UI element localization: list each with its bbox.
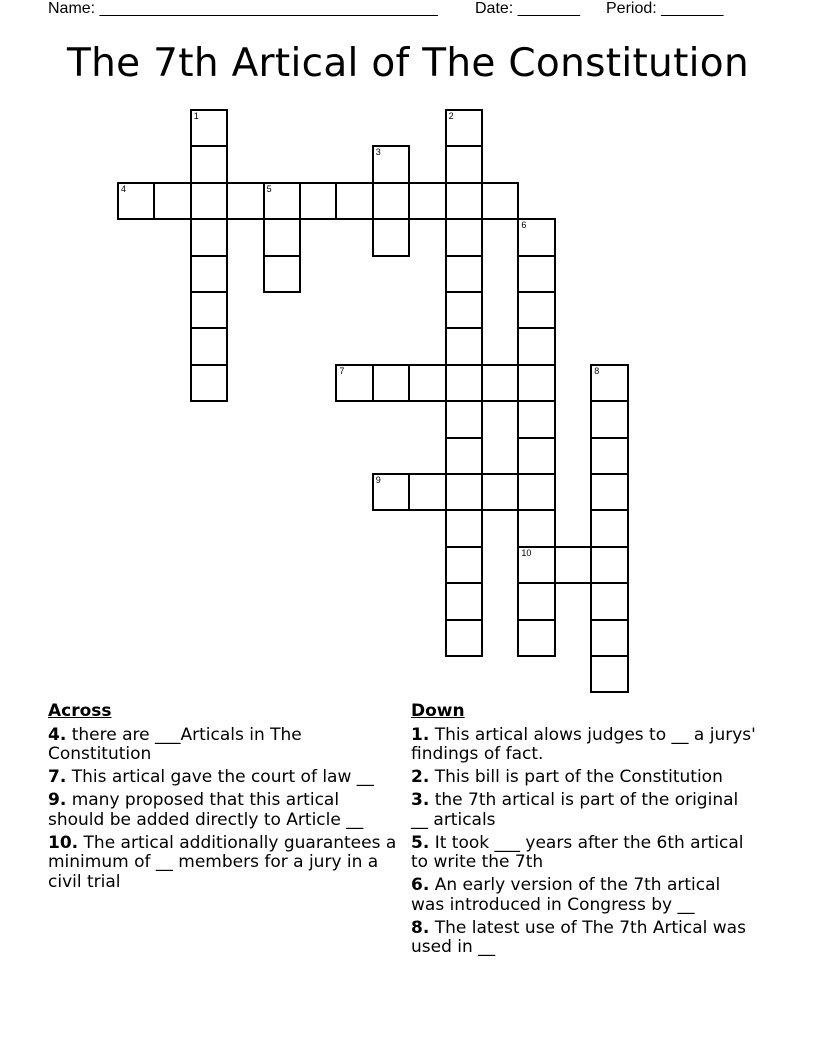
crossword-cell[interactable]	[517, 400, 555, 438]
cell-number: 10	[521, 547, 532, 558]
crossword-cell[interactable]	[190, 218, 228, 256]
clue-text: the 7th artical is part of the original __ articals	[411, 790, 739, 830]
down-clue	[411, 791, 756, 830]
crossword-cell[interactable]	[190, 145, 228, 183]
crossword-cell[interactable]	[517, 473, 555, 511]
crossword-cell[interactable]	[445, 582, 483, 620]
clue-number: 8.	[411, 917, 430, 938]
crossword-cell[interactable]	[408, 364, 446, 402]
crossword-cell[interactable]	[190, 364, 228, 402]
clue-number: 6.	[411, 875, 430, 895]
down-clues	[411, 702, 756, 961]
crossword-cell[interactable]	[554, 546, 592, 584]
crossword-cell[interactable]	[517, 437, 555, 475]
across-clue	[48, 791, 400, 830]
crossword-cell[interactable]	[590, 473, 628, 511]
crossword-cell[interactable]	[299, 182, 337, 220]
clue-number: 4.	[48, 724, 67, 745]
crossword-cell[interactable]	[481, 182, 519, 220]
crossword-cell[interactable]	[408, 182, 446, 220]
crossword-cell[interactable]	[190, 327, 228, 365]
crossword-cell[interactable]	[517, 582, 555, 620]
crossword-cell[interactable]	[590, 546, 628, 584]
cell-number: 8	[594, 365, 600, 376]
period-field-label: Period: _______	[606, 0, 724, 17]
clue-number: 1.	[411, 724, 430, 745]
down-clue	[411, 768, 756, 788]
crossword-cell[interactable]	[445, 546, 483, 584]
clue-number: 2.	[411, 767, 430, 787]
across-clue	[48, 834, 400, 893]
clue-number: 5.	[411, 832, 430, 853]
across-heading: Across	[48, 701, 112, 721]
puzzle-title: The 7th Artical of The Constitution	[67, 41, 749, 86]
crossword-cell[interactable]	[590, 400, 628, 438]
down-clue	[411, 876, 756, 915]
crossword-cell[interactable]	[372, 473, 410, 511]
crossword-cell[interactable]	[335, 364, 373, 402]
clue-text: The latest use of The 7th Artical was used in __	[411, 917, 746, 957]
crossword-cell[interactable]	[372, 364, 410, 402]
clue-text: An early version of the 7th artical was introduced in Congress by __	[411, 875, 721, 915]
across-clues	[48, 702, 400, 896]
clue-text: many proposed that this artical should be added directly to Article __	[48, 790, 364, 830]
crossword-cell[interactable]	[517, 364, 555, 402]
crossword-cell[interactable]	[445, 182, 483, 220]
down-heading: Down	[411, 701, 465, 721]
crossword-cell[interactable]	[481, 364, 519, 402]
crossword-cell[interactable]	[153, 182, 191, 220]
crossword-cell[interactable]	[263, 255, 301, 293]
clue-number: 7.	[48, 767, 67, 787]
date-field-label: Date: _______	[475, 0, 580, 17]
crossword-cell[interactable]	[517, 327, 555, 365]
across-clue	[48, 726, 400, 765]
cell-number: 1	[193, 111, 199, 121]
clue-number: 9.	[48, 790, 67, 810]
crossword-cell[interactable]	[481, 473, 519, 511]
across-clue	[48, 768, 400, 788]
crossword-cell[interactable]	[372, 145, 410, 183]
cell-number: 2	[448, 111, 454, 121]
clue-text: This artical alows judges to __ a jurys' findings of fact.	[411, 724, 756, 764]
crossword-cell[interactable]	[590, 655, 628, 693]
crossword-cell[interactable]	[445, 145, 483, 183]
crossword-cell[interactable]	[445, 291, 483, 329]
crossword-cell[interactable]	[517, 218, 555, 256]
crossword-cell[interactable]	[263, 182, 301, 220]
crossword-cell[interactable]	[445, 509, 483, 547]
crossword-cell[interactable]	[590, 364, 628, 402]
down-clue	[411, 919, 756, 958]
crossword-cell[interactable]	[263, 218, 301, 256]
crossword-cell[interactable]	[190, 291, 228, 329]
cell-number: 3	[375, 147, 381, 158]
crossword-cell[interactable]	[590, 582, 628, 620]
name-field-label: Name: ______________________________________	[48, 0, 438, 17]
crossword-cell[interactable]	[517, 509, 555, 547]
down-clue	[411, 726, 756, 765]
crossword-cell[interactable]	[190, 255, 228, 293]
crossword-cell[interactable]	[445, 255, 483, 293]
crossword-cell[interactable]	[517, 546, 555, 584]
crossword-cell[interactable]	[517, 291, 555, 329]
crossword-cell[interactable]	[335, 182, 373, 220]
crossword-cell[interactable]	[117, 182, 155, 220]
crossword-cell[interactable]	[445, 327, 483, 365]
crossword-cell[interactable]	[372, 182, 410, 220]
crossword-cell[interactable]	[445, 619, 483, 657]
cell-number: 4	[121, 183, 127, 194]
crossword-cell[interactable]	[445, 437, 483, 475]
clue-text: This artical gave the court of law __	[66, 767, 374, 787]
crossword-cell[interactable]	[445, 473, 483, 511]
crossword-cell[interactable]	[445, 400, 483, 438]
crossword-cell[interactable]	[190, 109, 228, 147]
clue-number: 10.	[48, 832, 79, 853]
crossword-cell[interactable]	[590, 509, 628, 547]
crossword-cell[interactable]	[590, 619, 628, 657]
cell-number: 9	[375, 475, 381, 485]
crossword-cell[interactable]	[517, 619, 555, 657]
crossword-cell[interactable]	[190, 182, 228, 220]
crossword-cell[interactable]	[445, 109, 483, 147]
down-clue	[411, 834, 756, 873]
crossword-cell[interactable]	[408, 473, 446, 511]
clue-text: The artical additionally guarantees a minimum of __ members for a jury in a civil trial	[48, 832, 397, 892]
crossword-cell[interactable]	[372, 218, 410, 256]
crossword-cell[interactable]	[445, 218, 483, 256]
cell-number: 6	[521, 220, 527, 231]
clue-text: there are ___Articals in The Constitution	[48, 724, 302, 764]
clue-text: This bill is part of the Constitution	[429, 767, 723, 787]
clue-text: It took ___ years after the 6th artical to write the 7th	[411, 832, 744, 872]
cell-number: 5	[266, 183, 272, 194]
crossword-cell[interactable]	[445, 364, 483, 402]
crossword-cell[interactable]	[226, 182, 264, 220]
crossword-cell[interactable]	[590, 437, 628, 475]
cell-number: 7	[339, 365, 345, 376]
clue-number: 3.	[411, 790, 430, 810]
crossword-cell[interactable]	[517, 255, 555, 293]
